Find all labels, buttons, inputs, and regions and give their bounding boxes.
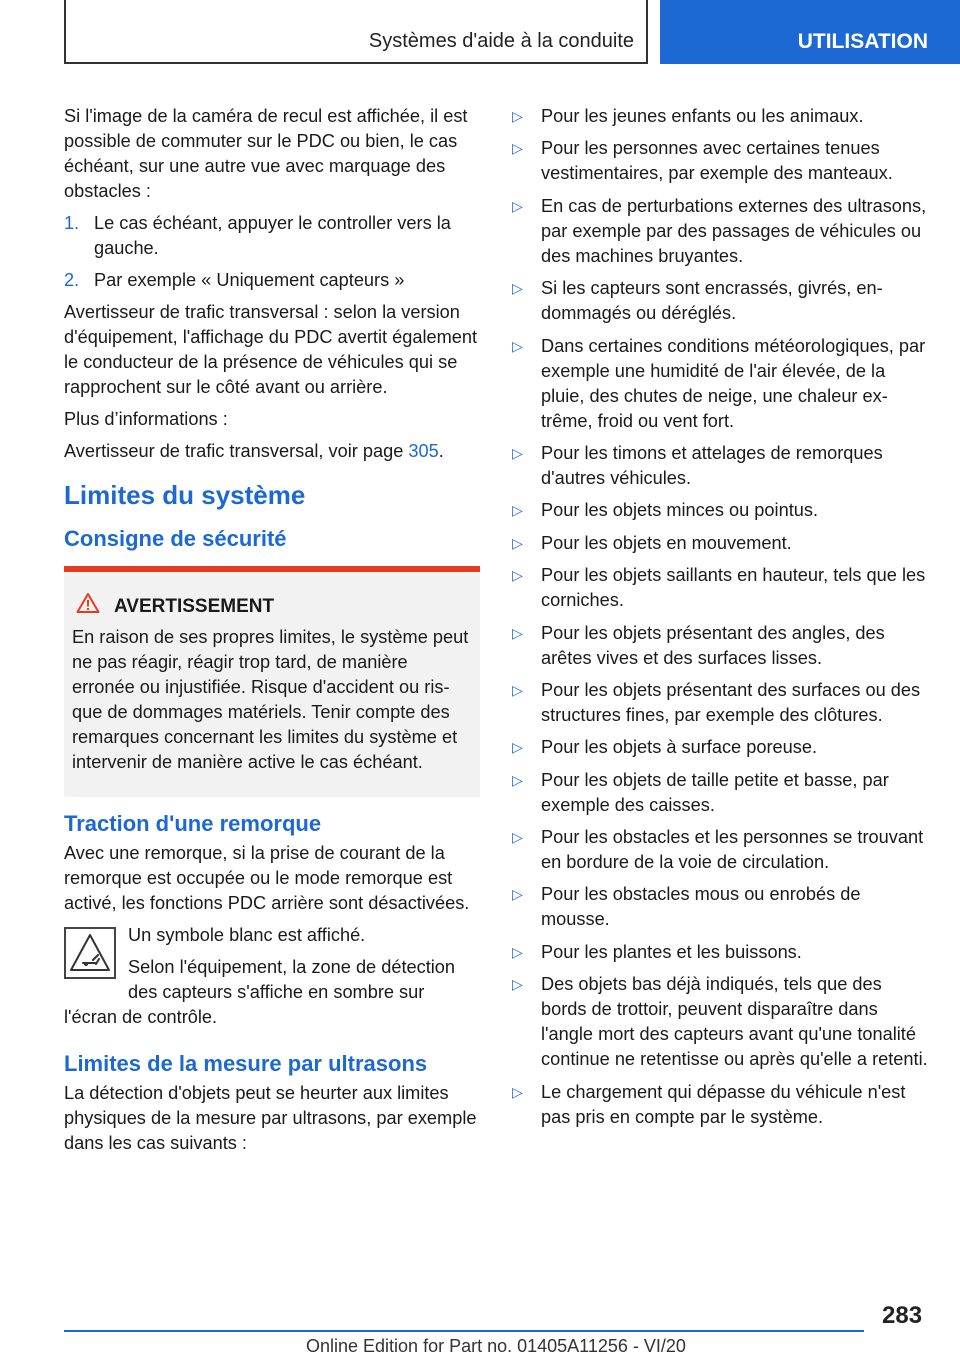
list-item <box>510 678 930 728</box>
list-item-text: Dans certaines conditions météorologiques, par exemple une humidité de l'air élevée, de la pluie, des chutes de neige, une chaleur extrême, froid ou vent fort. <box>541 335 926 431</box>
symbol-text-1: Un symbole blanc est affiché. <box>128 925 366 945</box>
cross-traffic-paragraph: Avertisseur de trafic transversal : selon la version d'équipement, l'affichage du PDC avertit également le conducteur de la présence de véhicules qui se rapprochent sur le côté avant ou arrière. <box>64 302 478 397</box>
reference-text: Avertisseur de trafic transversal, voir page <box>64 441 409 461</box>
triangle-bullet-icon: ▷ <box>512 108 523 124</box>
warning-header <box>76 592 472 621</box>
triangle-bullet-icon: ▷ <box>512 280 523 297</box>
warning-text: En raison de ses propres limites, le système peut ne pas réagir, réagir trop tard, de manière erronée ou injustifiée. Risque d'accident ou risque de dommages matériels. Tenir compte des remarques concernant les limites du système et intervenir de manière active le cas échéant. <box>72 627 469 772</box>
list-item <box>510 563 930 613</box>
list-item-text: Pour les personnes avec certaines tenues vestimentaires, par exemple des manteaux. <box>541 138 893 184</box>
step-number: 2. <box>64 270 80 290</box>
heading-trailer: Traction d'une remorque <box>64 811 322 836</box>
list-item <box>510 768 930 818</box>
triangle-bullet-icon: ▷ <box>512 943 523 960</box>
list-item-text: Pour les objets saillants en hauteur, tels que les corniches. <box>541 565 926 611</box>
list-item <box>510 940 930 965</box>
list-item <box>510 735 930 760</box>
symbol-text-2: Selon l'équipement, la zone de détection des capteurs s'affiche en sombre sur l'écran de contrôle. <box>64 957 456 1027</box>
right-column <box>510 104 930 1137</box>
limitations-list <box>510 104 930 1130</box>
list-item <box>510 136 930 186</box>
list-item <box>510 104 930 129</box>
triangle-bullet-icon: ▷ <box>512 976 523 993</box>
list-item-text: En cas de perturbations externes des ultrasons, par exemple par des passages de véhicules ou des machines bruyantes. <box>541 195 927 266</box>
list-item-text: Pour les objets minces ou pointus. <box>541 500 819 521</box>
trailer-paragraph: Avec une remorque, si la prise de courant de la remorque est occupée ou le mode remorque est activé, les fonctions PDC arrière sont désactivées. <box>64 843 470 913</box>
triangle-bullet-icon: ▷ <box>512 829 523 846</box>
list-item-text: Le chargement qui dépasse du véhicule n'est pas pris en compte par le système. <box>541 1081 906 1127</box>
triangle-bullet-icon: ▷ <box>512 140 523 157</box>
list-item-text: Pour les objets présentant des angles, des arêtes vives et des surfaces lisses. <box>541 622 885 668</box>
step-text: Par exemple « Uniquement capteurs » <box>94 270 405 290</box>
heading-system-limits: Limites du système <box>64 480 306 510</box>
reference-end: . <box>438 441 444 461</box>
triangle-bullet-icon: ▷ <box>512 337 523 354</box>
step-text: Le cas échéant, appuyer le controller vers la gauche. <box>94 213 451 258</box>
reference-paragraph <box>64 439 480 464</box>
intro-paragraph: Si l'image de la caméra de recul est affichée, il est possible de commuter sur le PDC ou bien, le cas échéant, sur une autre vue avec marquage des obstacles : <box>64 106 468 201</box>
more-info-label: Plus d’informations : <box>64 409 228 429</box>
list-item <box>510 194 930 269</box>
list-item-text: Si les capteurs sont encrassés, givrés, endommagés ou déréglés. <box>541 278 883 324</box>
triangle-bullet-icon: ▷ <box>512 1083 523 1100</box>
step-item <box>64 211 480 261</box>
list-item-text: Pour les obstacles et les personnes se trouvant en bordure de la voie de circulation. <box>541 827 924 873</box>
warning-box <box>64 566 480 797</box>
step-list <box>64 211 480 293</box>
list-item-text: Pour les timons et attelages de remorques d'autres véhicules. <box>541 442 883 488</box>
list-item-text: Pour les objets en mouvement. <box>541 532 792 553</box>
step-number: 1. <box>64 213 80 233</box>
list-item-text: Pour les objets à surface poreuse. <box>541 737 818 758</box>
heading-ultrasonic-limits: Limites de la mesure par ultrasons <box>64 1051 428 1076</box>
heading-safety-notice: Consigne de sécurité <box>64 526 287 551</box>
chapter-title: Systèmes d'aide à la conduite <box>368 30 634 52</box>
triangle-bullet-icon: ▷ <box>512 624 523 641</box>
list-item <box>510 621 930 671</box>
warning-triangle-icon <box>76 592 100 621</box>
trailer-sensor-warning-icon <box>64 927 116 979</box>
footer-divider <box>64 1330 864 1332</box>
list-item <box>510 1080 930 1130</box>
left-column <box>64 104 480 1163</box>
triangle-bullet-icon: ▷ <box>512 197 523 214</box>
triangle-bullet-icon: ▷ <box>512 567 523 584</box>
header-section-tab <box>660 0 960 64</box>
list-item <box>510 972 930 1072</box>
footer-edition: Online Edition for Part no. 01405A11256 - VI/20 <box>306 1336 686 1356</box>
list-item-text: Pour les obstacles mous ou enrobés de mousse. <box>541 884 861 930</box>
list-item-text: Pour les objets présentant des surfaces ou des structures fines, par exemple des clôtures. <box>541 679 921 725</box>
triangle-bullet-icon: ▷ <box>512 886 523 903</box>
symbol-block <box>64 923 480 1037</box>
triangle-bullet-icon: ▷ <box>512 739 523 756</box>
warning-title: AVERTISSEMENT <box>114 596 275 617</box>
list-item <box>510 882 930 932</box>
list-item <box>510 498 930 523</box>
list-item-text: Des objets bas déjà indiqués, tels que des bords de trottoir, peuvent disparaître dans l'angle mort des capteurs avant qu'une tonalité continue ne retentisse ou après qu'elle a retenti. <box>541 974 928 1070</box>
section-title: UTILISATION <box>797 30 928 53</box>
list-item <box>510 825 930 875</box>
list-item <box>510 441 930 491</box>
triangle-bullet-icon: ▷ <box>512 771 523 788</box>
triangle-bullet-icon: ▷ <box>512 681 523 698</box>
header-chapter-box <box>64 0 648 64</box>
list-item-text: Pour les plantes et les buissons. <box>541 941 802 962</box>
step-item <box>64 268 480 293</box>
page-link[interactable]: 305 <box>408 441 439 461</box>
list-item-text: Pour les jeunes enfants ou les animaux. <box>541 106 864 126</box>
triangle-bullet-icon: ▷ <box>512 444 523 461</box>
page-number: 283 <box>882 1302 923 1329</box>
list-item <box>510 276 930 326</box>
triangle-bullet-icon: ▷ <box>512 534 523 551</box>
list-item <box>510 334 930 434</box>
ultrasonic-paragraph: La détection d'objets peut se heurter aux limites physiques de la mesure par ultrasons, par exemple dans les cas suivants : <box>64 1083 477 1153</box>
triangle-bullet-icon: ▷ <box>512 502 523 519</box>
list-item <box>510 531 930 556</box>
list-item-text: Pour les objets de taille petite et basse, par exemple des caisses. <box>541 769 889 815</box>
